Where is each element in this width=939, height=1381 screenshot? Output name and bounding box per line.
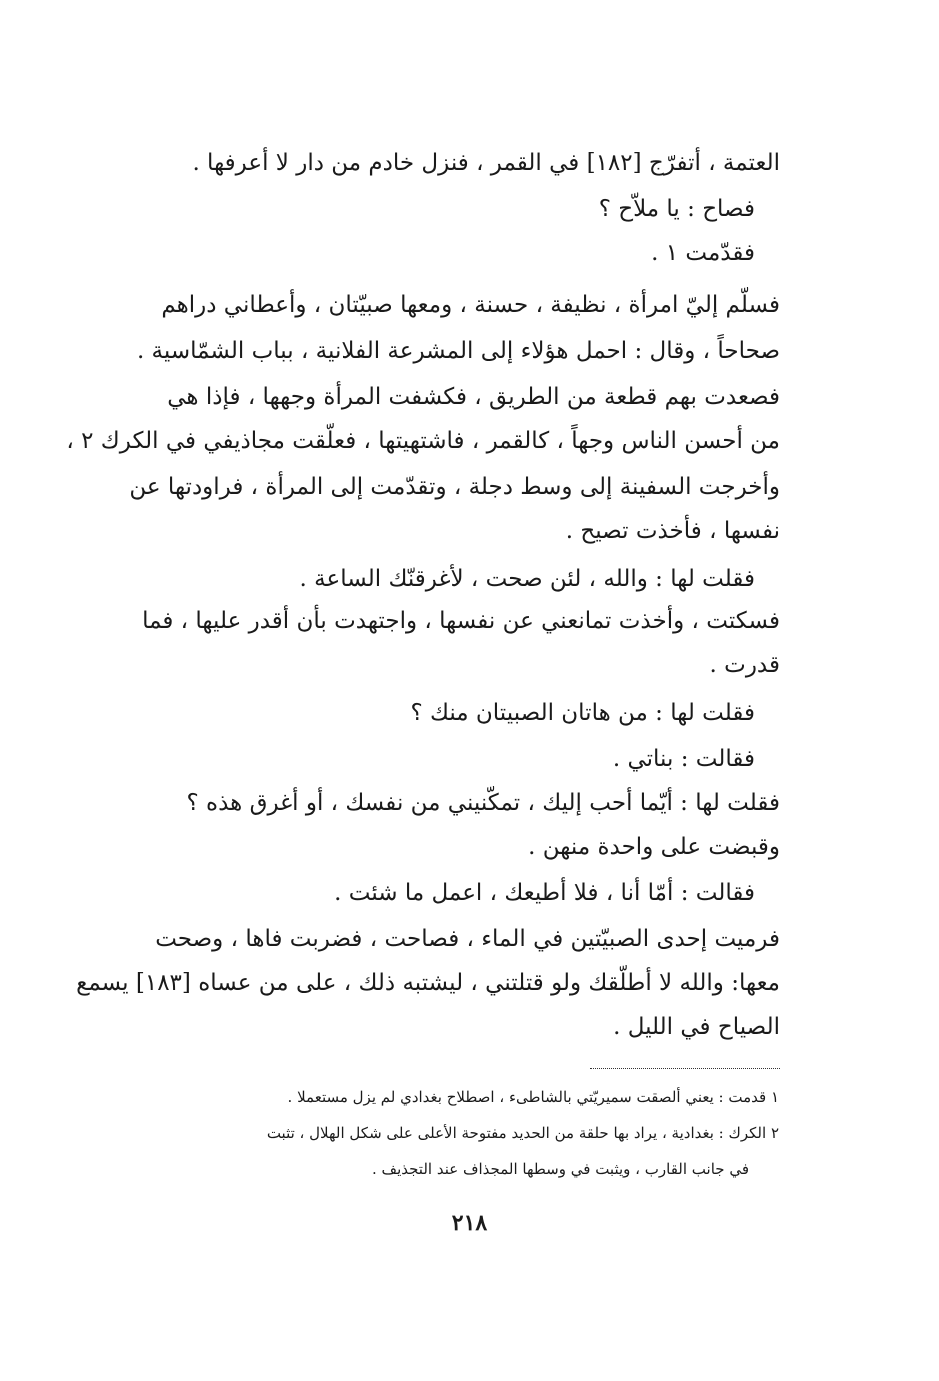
- text-line: قدرت .: [709, 652, 780, 678]
- footnote: ١ قدمت : يعني ألصقت سميريّتي بالشاطىء ، اصطلاح بغدادي لم يزل مستعملا .: [287, 1088, 779, 1106]
- text-line: فقالت : بناتي .: [612, 746, 755, 772]
- text-line: فسكتت ، وأخذت تمانعني عن نفسها ، واجتهدت بأن أقدر عليها ، فما: [142, 608, 780, 634]
- text-line: صحاحاً ، وقال : احمل هؤلاء إلى المشرعة الفلانية ، بباب الشمّاسية .: [136, 338, 780, 364]
- text-line: فقلت لها : من هاتان الصبيتان منك ؟: [410, 700, 755, 726]
- text-line: معها: والله لا أطلّقك ولو قتلتني ، ليشتبه ذلك ، على من عساه [١٨٣] يسمع: [76, 970, 780, 996]
- text-line: وقبضت على واحدة منهن .: [528, 834, 780, 860]
- text-line: فقلت لها : أيّما أحب إليك ، تمكّنيني من نفسك ، أو أغرق هذه ؟: [186, 790, 780, 816]
- text-line: نفسها ، فأخذت تصيح .: [565, 518, 780, 544]
- text-line: فقلت لها : والله ، لئن صحت ، لأغرقنّك الساعة .: [299, 566, 755, 592]
- text-line: الصياح في الليل .: [613, 1014, 780, 1040]
- footnote: في جانب القارب ، ويثبت في وسطها المجذاف عند التجذيف .: [372, 1160, 749, 1178]
- footnote: ٢ الكرك : بغدادية ، يراد بها حلقة من الحديد مفتوحة الأعلى على شكل الهلال ، تثبت: [266, 1124, 779, 1142]
- text-line: وأخرجت السفينة إلى وسط دجلة ، وتقدّمت إلى المرأة ، فراودتها عن: [129, 474, 780, 500]
- text-line: فقالت : أمّا أنا ، فلا أطيعك ، اعمل ما شئت .: [334, 880, 755, 906]
- text-line: فقدّمت ١ .: [651, 240, 755, 266]
- text-line: فسلّم إليّ امرأة ، نظيفة ، حسنة ، ومعها صبيّتان ، وأعطاني دراهم: [161, 292, 780, 318]
- text-line: فصاح : يا ملاّح ؟: [598, 196, 755, 222]
- text-line: العتمة ، أتفرّج [١٨٢] في القمر ، فنزل خادم من دار لا أعرفها .: [192, 150, 780, 176]
- page-number: ٢١٨: [451, 1210, 488, 1236]
- text-line: فصعدت بهم قطعة من الطريق ، فكشفت المرأة وجهها ، فإذا هي: [167, 384, 780, 410]
- text-line: فرميت إحدى الصبيّتين في الماء ، فصاحت ، فضربت فاها ، وصحت: [155, 926, 780, 952]
- text-line: من أحسن الناس وجهاً ، كالقمر ، فاشتهيتها ، فعلّقت مجاذيفي في الكرك ٢ ،: [66, 428, 780, 454]
- footnote-divider: [590, 1068, 780, 1069]
